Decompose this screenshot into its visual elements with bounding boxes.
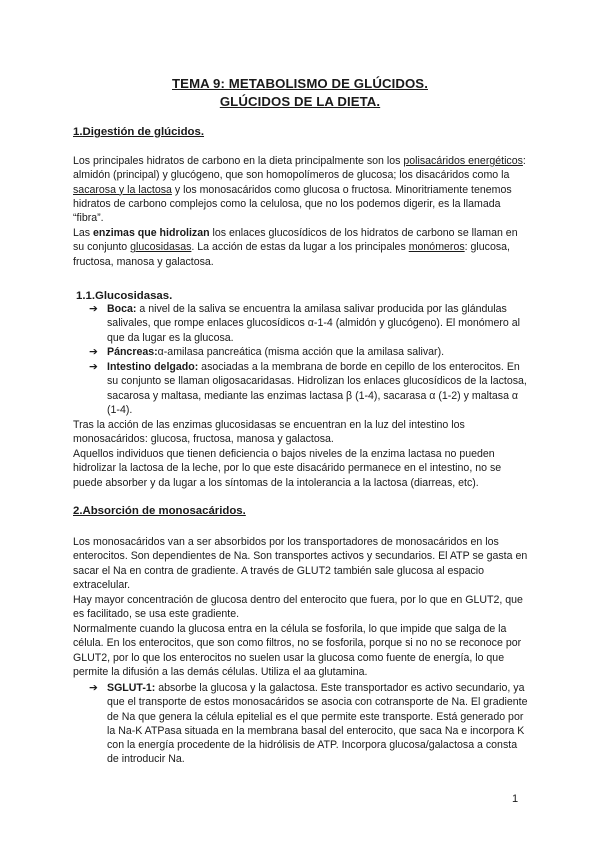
section11-paragraph-after2: Aquellos individuos que tienen deficiencia o bajos niveles de la enzima lactasa no pueden hidrolizar la lactosa de la leche, por lo que este disacárido permanece en el intestino, no se puede absorber y da lugar a los síntomas de la intolerancia a la lactosa (diarreas, etc).: [73, 448, 502, 489]
list-item-sglut1: SGLUT-1: absorbe la glucosa y la galactosa. Este transportador es activo secundario, ya que el transporte de estos monosacáridos se asocia con cotransporte de Na. El gradiente de Na que genera la célula epitelial es el que permite este transporte. Está generado por la Na-K ATPasa situada en la membrana basal del enterocito, que saca Na e incorpora K con la energía procedente de la hidrólisis de ATP. Incorpora glucosa/galactosa a consta de introducir Na.: [107, 682, 528, 766]
section2-paragraph2: Hay mayor concentración de glucosa dentro del enterocito que fuera, por lo que en GLUT2, que es facilitado, se usa este gradiente.: [73, 594, 523, 621]
page-title-line2: GLÚCIDOS DE LA DIETA.: [219, 94, 381, 109]
section2-paragraph3: Normalmente cuando la glucosa entra en la célula se fosforila, lo que impide que salga de la célula. En los enterocitos, que son como filtros, no se fosforila, porque si no no se reconoce por GLUT2, por lo que los enterocitos no suelen usar la glucosa como fuente de energía, lo que permite la difusión a las demás células. Utiliza el aa glutamina.: [73, 623, 522, 678]
list-item-intestino: Intestino delgado: asociadas a la membrana de borde en cepillo de los enterocitos. En su conjunto se llaman oligosacaridasas. Hidrolizan los enlaces glucosídicos de la lactosa, sacarosa y maltasa, mediante las enzimas lactasa β (1-4), sacarasa α (1-2) y maltasa α (1-4).: [107, 361, 527, 416]
section11-heading: 1.1.Glucosidasas.: [76, 290, 173, 302]
section1-paragraph1: Los principales hidratos de carbono en la dieta principalmente son los polisacáridos energéticos: almidón (principal) y glucógeno, que son homopolímeros de glucosa; los disacáridos como la sacarosa y la lactosa y los monosacáridos como glucosa o fructosa. Minoritriamente tenemos hidratos de carbono complejos como la celulosa, que no los podemos digerir, es la llamada “fibra”.: [73, 155, 526, 225]
arrow-bullet-icon: ➔: [89, 303, 98, 315]
list-item-pancreas: Páncreas:α-amilasa pancreática (misma acción que la amilasa salivar).: [107, 346, 445, 358]
page-title-line1: TEMA 9: METABOLISMO DE GLÚCIDOS.: [172, 76, 428, 91]
section2-heading: 2.Absorción de monosacáridos.: [73, 505, 246, 517]
section2-paragraph1: Los monosacáridos van a ser absorbidos por los transportadores de monosacáridos en los enterocitos. Son dependientes de Na. Son transportes activos y secundarios. El ATP se gasta en sacar el Na en contra de gradiente. A través de GLUT2 también sale glucosa al espacio extracelular.: [73, 536, 528, 591]
arrow-bullet-icon: ➔: [89, 346, 98, 358]
section1-heading: 1.Digestión de glúcidos.: [73, 126, 205, 138]
list-item-boca: Boca: a nivel de la saliva se encuentra la amilasa salivar producida por las glándulas salivales, que rompe enlaces glucosídicos α-1-4 (almidón y glucógeno). El monómero al que da lugar es la glucosa.: [107, 303, 521, 344]
section1-paragraph2: Las enzimas que hidrolizan los enlaces glucosídicos de los hidratos de carbono se llaman en su conjunto glucosidasas. La acción de estas da lugar a los principales monómeros: glucosa, fructosa, manosa y galactosa.: [73, 227, 518, 268]
section11-paragraph-after1: Tras la acción de las enzimas glucosidasas se encuentran en la luz del intestino los monosacáridos: glucosa, fructosa, manosa y galactosa.: [73, 419, 465, 446]
arrow-bullet-icon: ➔: [89, 682, 98, 694]
page-number: 1: [512, 793, 519, 805]
arrow-bullet-icon: ➔: [89, 361, 98, 373]
